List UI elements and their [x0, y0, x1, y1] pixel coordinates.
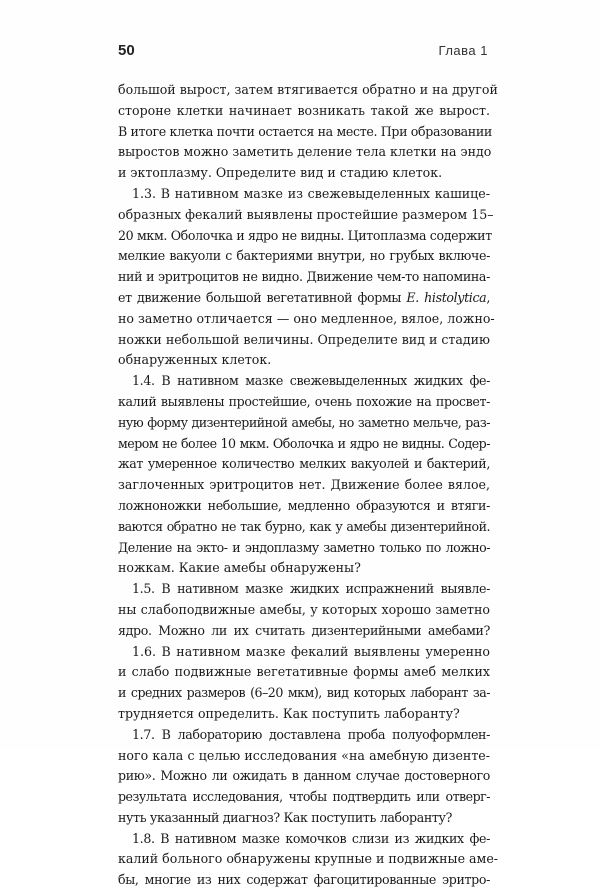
text-line: рию». Можно ли ожидать в данном случае достоверного [118, 768, 490, 784]
text-line: большой вырост, затем втягивается обратно и на другой [118, 82, 498, 97]
text-line: ложноножки небольшие, медленно образуются и втяги- [118, 497, 490, 513]
text-line: и эктоплазму. Определите вид и стадию клеток. [118, 165, 443, 181]
text-line: обнаруженных клеток. [118, 352, 272, 368]
text-line: 20 мкм. Оболочка и ядро не видны. Цитоплазма содержит [118, 227, 492, 243]
chapter-title: Глава 1 [438, 43, 488, 58]
punctuation: , [486, 289, 490, 305]
text-line: образных фекалий выявлены простейшие размером 15– [118, 206, 494, 222]
text-line: 1.8. В нативном мазке комочков слизи из жидких фе- [132, 830, 490, 846]
text-line: бы, многие из них содержат фагоцитированные эритро- [118, 872, 490, 888]
text-line: 1.5. В нативном мазке жидких испражнений выявле- [132, 581, 490, 597]
text-line: калий больного обнаружены крупные и подвижные аме- [118, 851, 499, 867]
text-line: но заметно отличается — оно медленное, вялое, ложно- [118, 310, 495, 326]
text-line: ножки небольшой величины. Определите вид и стадию [118, 331, 491, 347]
text-line: нуть указанный диагноз? Как поступить лаборанту? [118, 809, 452, 825]
body-text [118, 80, 499, 891]
text-line: заглоченных эритроцитов нет. Движение более вялое, [118, 477, 490, 493]
text-segment: ет движение большой вегетативной формы [118, 289, 402, 305]
running-head [118, 40, 488, 64]
text-line: трудняется определить. Как поступить лаборанту? [118, 705, 460, 721]
text-line: и слабо подвижные вегетативные формы амеб мелких [118, 664, 490, 680]
text-line: 1.6. В нативном мазке фекалий выявлены умеренно [132, 643, 490, 659]
text-line [118, 288, 490, 309]
text-line: 1.3. В нативном мазке из свежевыделенных кашице- [132, 185, 490, 201]
text-line: ны слабоподвижные амебы, у которых хорошо заметно [118, 601, 490, 617]
text-line: ваются обратно не так бурно, как у амебы дизентерийной. [118, 518, 490, 534]
text-line: выростов можно заметить деление тела клетки на эндо [118, 144, 492, 160]
text-line: мелкие вакуоли с бактериями внутри, но грубых включе- [118, 248, 490, 264]
text-line: ножкам. Какие амебы обнаружены? [118, 560, 361, 576]
text-line: 1.4. В нативном мазке свежевыделенных жидких фе- [132, 373, 490, 389]
text-line: ядро. Можно ли их считать дизентерийными амебами? [118, 622, 490, 638]
text-line: стороне клетки начинает возникать такой же вырост. [118, 102, 490, 118]
text-line: В итоге клетка почти остается на месте. При образовании [118, 123, 492, 139]
text-line: ний и эритроцитов не видно. Движение чем-то напомина- [118, 269, 490, 285]
page-number: 50 [118, 42, 135, 59]
text-line: мером не более 10 мкм. Оболочка и ядро не видны. Содер- [118, 435, 490, 451]
text-line: 1.7. В лабораторию доставлена проба полуоформлен- [132, 726, 490, 742]
text-line: ную форму дизентерийной амебы, но заметно мельче, раз- [118, 414, 490, 430]
text-line: ного кала с целью исследования «на амебную дизенте- [118, 747, 490, 763]
text-line: и средних размеров (6–20 мкм), вид которых лаборант за- [118, 685, 490, 701]
species-name: E. histolytica [406, 289, 487, 305]
text-line: Деление на экто- и эндоплазму заметно только по ложно- [118, 539, 490, 555]
text-line: жат умеренное количество мелких вакуолей и бактерий, [118, 456, 490, 472]
text-line: калий выявлены простейшие, очень похожие на просвет- [118, 393, 490, 409]
text-line: результата исследования, чтобы подтвердить или отверг- [118, 789, 490, 805]
